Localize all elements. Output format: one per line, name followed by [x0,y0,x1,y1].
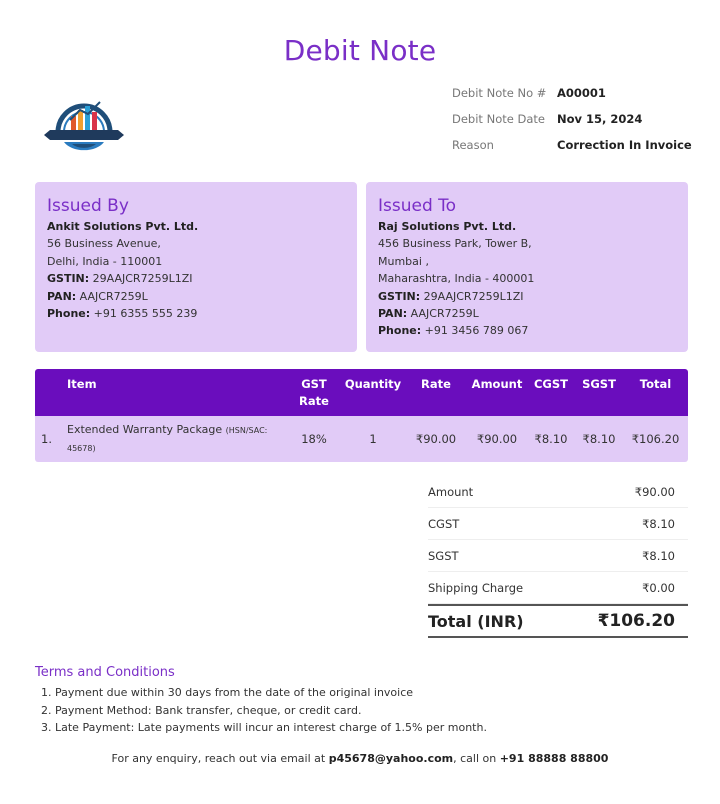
summary-sgst-row [428,540,688,572]
row-rate: ₹90.00 [415,432,457,446]
footer-prefix: For any enquiry, reach out via email at [111,752,326,765]
row-number: 1. [41,432,52,446]
issuer-name: Ankit Solutions Pvt. Ltd. [47,220,199,233]
note-no-value: A00001 [557,86,606,100]
terms-list [35,684,675,737]
header-item: Item [67,377,97,391]
items-table [35,369,688,462]
summary-shipping-value: ₹0.00 [642,580,675,595]
recipient-address-line-2: Mumbai , [378,254,429,268]
row-gst-rate: 18% [301,432,327,446]
header-cgst: CGST [533,377,568,391]
meta-date-row [452,106,692,132]
issuer-address-line-1: 56 Business Avenue, [47,237,161,251]
recipient-phone: Phone: +91 3456 789 067 [378,324,529,338]
totals-summary [428,476,688,638]
header-sgst: SGST [582,377,616,391]
footer-middle: , call on [453,752,497,765]
summary-total-label: Total (INR) [428,611,524,631]
issuer-address-line-2: Delhi, India - 110001 [47,254,163,268]
header-total: Total [639,377,672,391]
document-title: Debit Note [283,34,437,67]
note-date-value: Nov 15, 2024 [557,112,643,126]
issued-by-heading: Issued By [47,196,129,216]
items-table-header [35,369,688,416]
issuer-pan: PAN: AAJCR7259L [47,289,148,303]
meta-note-no-row [452,80,692,106]
header-rate: Rate [421,377,451,391]
footer-phone[interactable]: +91 88888 88800 [499,752,609,765]
row-cgst: ₹8.10 [534,432,568,446]
company-logo [44,90,124,160]
terms-title: Terms and Conditions [35,665,175,680]
footer-contact [0,752,720,765]
table-row [35,416,688,462]
summary-shipping-label: Shipping Charge [428,580,524,595]
row-amount: ₹90.00 [476,432,518,446]
header-amount: Amount [471,377,523,391]
summary-amount-value: ₹90.00 [634,484,675,499]
reason-label: Reason [452,138,494,152]
row-total: ₹106.20 [631,432,680,446]
row-item [59,416,287,462]
issuer-phone: Phone: +91 6355 555 239 [47,307,198,321]
recipient-address-line-1: 456 Business Park, Tower B, [378,237,532,251]
recipient-pan: PAN: AAJCR7259L [378,307,479,321]
terms-item: 3. Late Payment: Late payments will incur an interest charge of 1.5% per month. [55,719,675,737]
header-quantity: Quantity [344,377,402,391]
item-name: Extended Warranty Package [67,423,223,436]
note-no-label: Debit Note No # [452,86,547,100]
item-hsn-code: 45678) [67,444,96,453]
summary-sgst-value: ₹8.10 [642,548,675,563]
terms-item: 2. Payment Method: Bank transfer, cheque, or credit card. [55,702,675,720]
meta-reason-row [452,132,692,158]
row-sgst: ₹8.10 [582,432,616,446]
summary-cgst-value: ₹8.10 [642,516,675,531]
summary-amount-row [428,476,688,508]
summary-cgst-label: CGST [428,516,460,531]
terms-item: 1. Payment due within 30 days from the date of the original invoice [55,684,675,702]
terms-section [35,665,675,737]
summary-shipping-row [428,572,688,604]
footer-email-link[interactable]: p45678@yahoo.com [328,752,454,765]
debit-note-meta [452,80,692,158]
summary-total-value: ₹106.20 [597,611,675,631]
row-quantity: 1 [369,432,377,446]
header-no [35,369,59,416]
note-date-label: Debit Note Date [452,112,545,126]
summary-amount-label: Amount [428,484,474,499]
item-hsn-label: (HSN/SAC: [225,426,268,435]
header-gst-rate: GST Rate [299,377,329,408]
reason-value: Correction In Invoice [557,138,692,152]
summary-total-row [428,604,688,638]
summary-cgst-row [428,508,688,540]
recipient-name: Raj Solutions Pvt. Ltd. [378,220,517,233]
summary-sgst-label: SGST [428,548,459,563]
recipient-gstin: GSTIN: 29AAJCR7259L1ZI [378,289,524,303]
issuer-gstin: GSTIN: 29AAJCR7259L1ZI [47,272,193,286]
issued-to-heading: Issued To [378,196,457,216]
recipient-address-line-3: Maharashtra, India - 400001 [378,272,535,286]
issued-to-card [366,182,688,352]
issued-by-card [35,182,357,352]
